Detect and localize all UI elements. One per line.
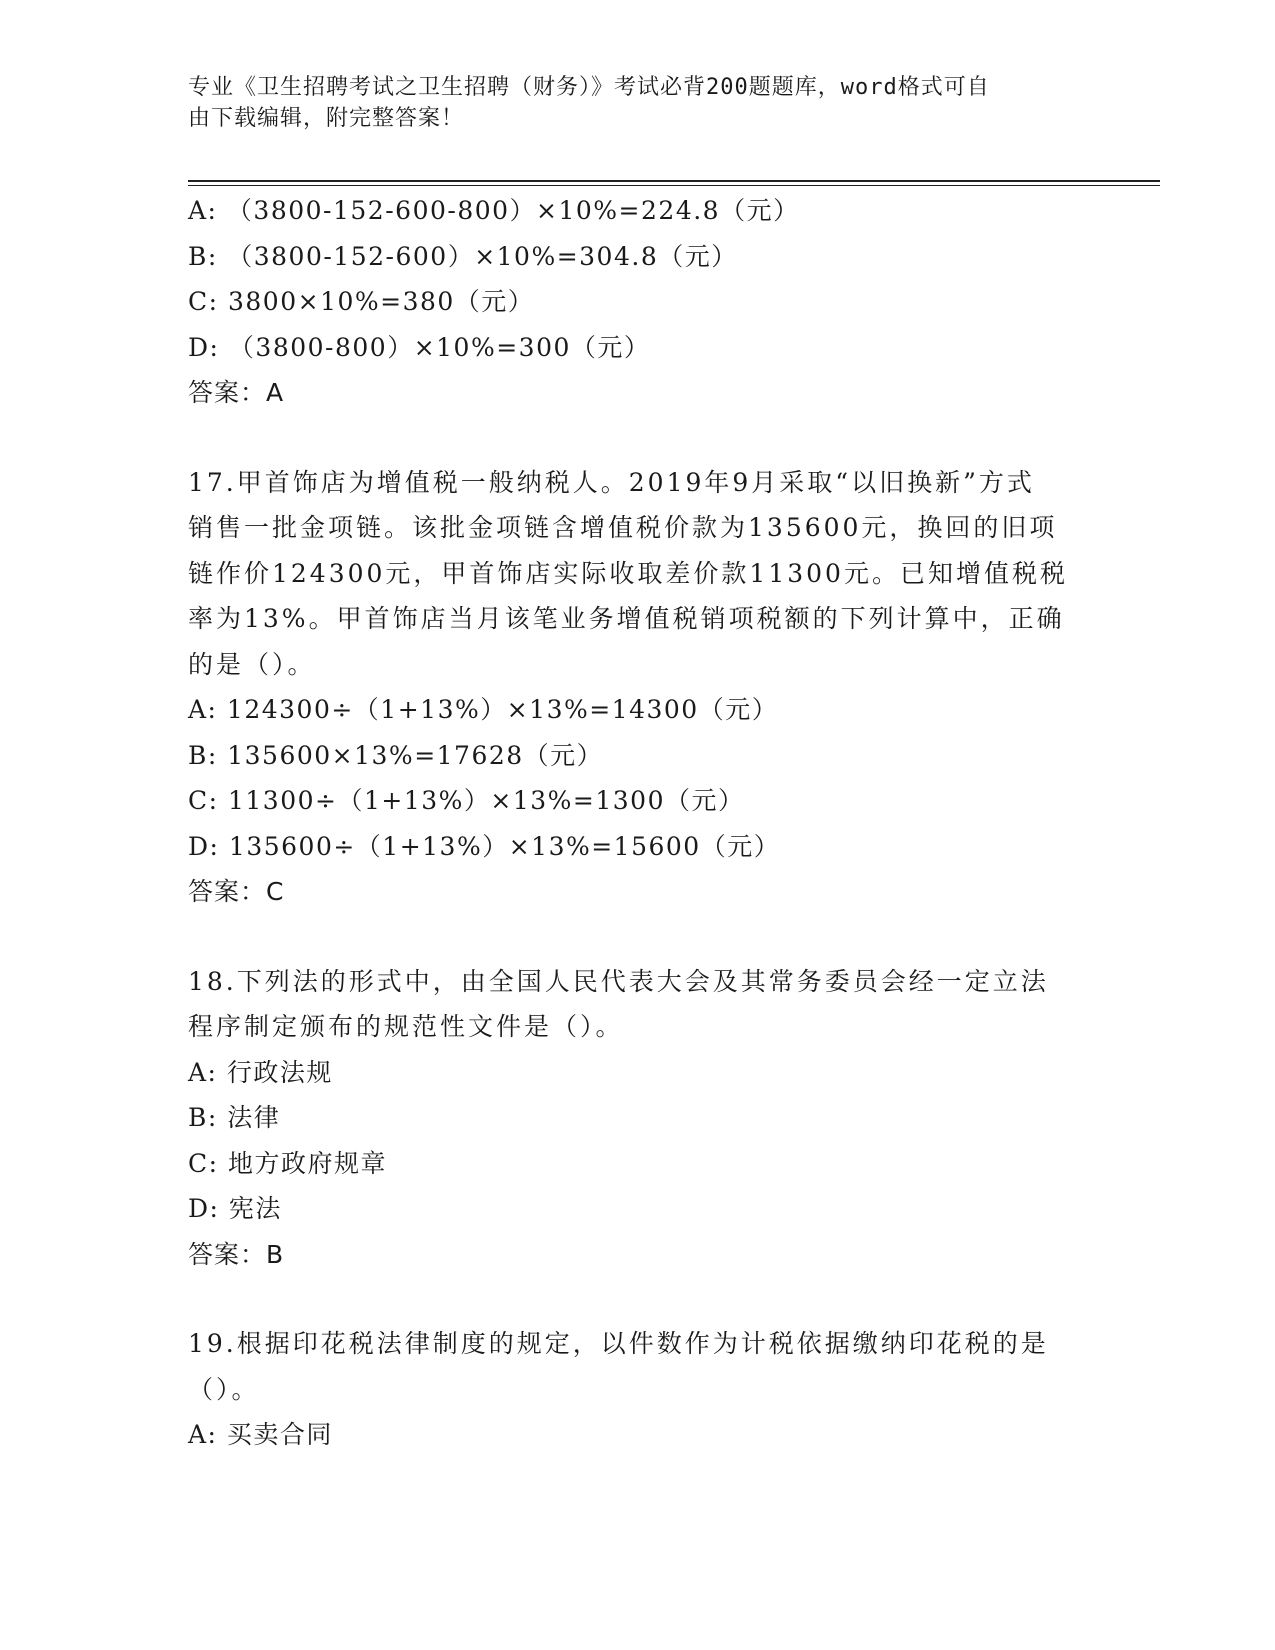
answer-line: 答案：A [188, 378, 285, 407]
option-d: D: 宪法 [188, 1194, 282, 1223]
question-spacer [188, 416, 1088, 460]
option-a: A: （3800-152-600-800）×10%=224.8（元） [188, 196, 800, 225]
header-divider-thick [188, 180, 1160, 182]
question-spacer [188, 1277, 1088, 1321]
question-19-block [188, 1321, 1088, 1458]
question-stem [188, 959, 1078, 1050]
stem-line: 19.根据印花税法律制度的规定，以件数作为计税依据缴纳印花税的是 [188, 1329, 1049, 1358]
option-c: C: 3800×10%=380（元） [188, 287, 535, 316]
option-a: A: 行政法规 [188, 1057, 333, 1087]
option-b: B: 135600×13%=17628（元） [188, 740, 604, 770]
stem-line: 18.下列法的形式中，由全国人民代表大会及其常务委员会经一定立法 [188, 966, 1049, 996]
stem-line: （）。 [188, 1374, 260, 1404]
answer-line: 答案：C [188, 877, 285, 906]
question-content [188, 188, 1088, 1458]
option-b: B: 法律 [188, 1103, 281, 1132]
header-divider-thin [188, 185, 1160, 186]
option-c: C: 地方政府规章 [188, 1148, 387, 1178]
question-17-block [188, 460, 1088, 915]
option-c: C: 11300÷（1+13%）×13%=1300（元） [188, 786, 745, 815]
option-b: B: （3800-152-600）×10%=304.8（元） [188, 241, 738, 271]
option-a: A: 124300÷（1+13%）×13%=14300（元） [188, 695, 779, 724]
stem-line: 程序制定颁布的规范性文件是（）。 [188, 1012, 624, 1041]
header-line-1: 专业《卫生招聘考试之卫生招聘（财务）》考试必背200题题库，word格式可自 [188, 75, 990, 100]
stem-line: 销售一批金项链。该批金项链含增值税价款为135600元，换回的旧项 [188, 513, 1058, 542]
question-spacer [188, 915, 1088, 959]
stem-line: 链作价124300元，甲首饰店实际收取差价款11300元。已知增值税税 [188, 558, 1068, 588]
question-16-block [188, 188, 1088, 416]
question-stem [188, 460, 1078, 688]
option-d: D: 135600÷（1+13%）×13%=15600（元） [188, 831, 781, 861]
stem-line: 率为13%。甲首饰店当月该笔业务增值税销项税额的下列计算中，正确 [188, 604, 1065, 633]
question-stem [188, 1321, 1078, 1412]
option-d: D: （3800-800）×10%=300（元） [188, 332, 651, 362]
header-line-2: 由下载编辑，附完整答案！ [188, 106, 465, 131]
stem-line: 17.甲首饰店为增值税一般纳税人。2019年9月采取“以旧换新”方式 [188, 467, 1035, 497]
option-a: A: 买卖合同 [188, 1420, 333, 1449]
answer-line: 答案：B [188, 1239, 285, 1269]
stem-line: 的是（）。 [188, 649, 316, 679]
question-18-block [188, 959, 1088, 1278]
document-header [188, 72, 1068, 134]
